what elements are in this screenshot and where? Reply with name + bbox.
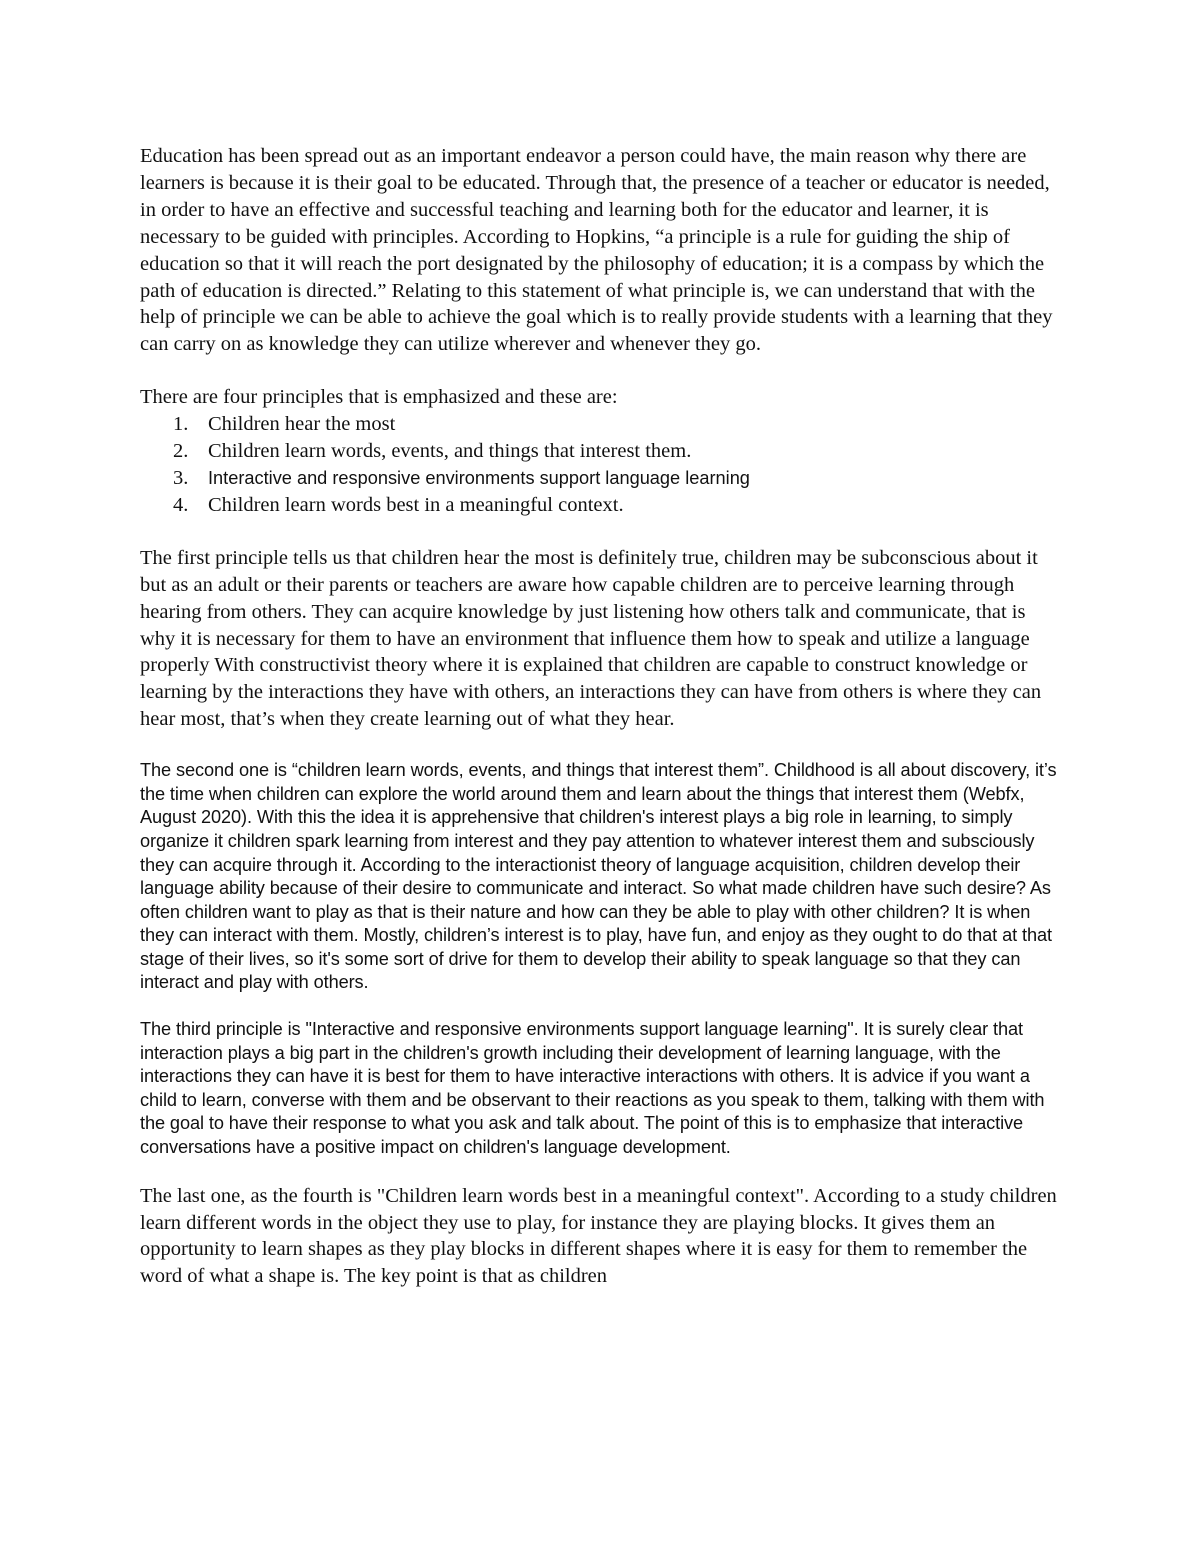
- list-item: [140, 411, 1065, 438]
- third-principle-paragraph: The third principle is "Interactive and responsive environments support language learning". It is surely clear that interaction plays a big part in the children's growth including their development of learning language, with the interactions they can have it is best for them to have interactive interactions with others. It is advice if you want a child to learn, converse with them and be observant to their reactions as you speak to them, talking with them with the goal to have their response to what you ask and talk about. The point of this is to emphasize that interactive conversations have a positive impact on children's language development.: [140, 1019, 1045, 1158]
- principles-list: [140, 411, 1065, 519]
- list-item-text: Interactive and responsive environments support language learning: [208, 467, 750, 488]
- list-item-text: Children learn words best in a meaningful context.: [208, 493, 624, 516]
- first-principle-paragraph: The first principle tells us that children hear the most is definitely true, children may be subconscious about it but as an adult or their parents or teachers are aware how capable children are to perceive learning through hearing from others. They can acquire knowledge by just listening how others talk and communicate, that is why it is necessary for them to have an environment that influence them how to speak and utilize a language properly With constructivist theory where it is explained that children are capable to construct knowledge or learning by the interactions they have with others, an interactions they can have from others is where they can hear most, that’s when they create learning out of what they hear.: [140, 546, 1042, 731]
- second-principle-paragraph: The second one is “children learn words, events, and things that interest them”. Childhood is all about discovery, it’s the time when children can explore the world around them and learn about the things that interest them (Webfx, August 2020). With this the idea it is apprehensive that children's interest plays a big role in learning, to simply organize it children spark learning from interest and they pay attention to whatever interest them and subsciously they can acquire through it. According to the interactionist theory of language acquisition, children develop their language ability because of their desire to communicate and interact. So what made children have such desire? As often children want to play as that is their nature and how can they be able to play with other children? It is when they can interact with them. Mostly, children’s interest is to play, have fun, and enjoy as they ought to do that at that stage of their lives, so it's some sort of drive for them to develop their ability to speak language so that they can interact and play with others.: [140, 760, 1057, 993]
- list-item: [140, 438, 1065, 465]
- document-page: [140, 143, 1065, 1290]
- list-intro: There are four principles that is emphasized and these are:: [140, 386, 618, 409]
- list-number: 3.: [173, 466, 189, 489]
- list-item: [140, 492, 1065, 519]
- list-number: 2.: [173, 440, 189, 463]
- intro-paragraph: Education has been spread out as an important endeavor a person could have, the main reason why there are learners is because it is their goal to be educated. Through that, the presence of a teacher or educator is needed, in order to have an effective and successful teaching and learning both for the educator and learner, it is necessary to be guided with principles. According to Hopkins, “a principle is a rule for guiding the ship of education so that it will reach the port designated by the philosophy of education; it is a compass by which the path of education is directed.” Relating to this statement of what principle is, we can understand that with the help of principle we can be able to achieve the goal which is to really provide students with a learning that they can carry on as knowledge they can utilize wherever and whenever they go.: [140, 145, 1053, 356]
- list-item: [140, 465, 1065, 492]
- list-number: 1.: [173, 413, 189, 436]
- list-number: 4.: [173, 493, 189, 516]
- list-item-text: Children learn words, events, and things that interest them.: [208, 440, 692, 463]
- fourth-principle-paragraph: The last one, as the fourth is "Children learn words best in a meaningful context". According to a study children learn different words in the object they use to play, for instance they are playing blocks. It gives them an opportunity to learn shapes as they play blocks in different shapes where it is easy for them to remember the word of what a shape is. The key point is that as children: [140, 1184, 1057, 1288]
- list-item-text: Children hear the most: [208, 413, 396, 436]
